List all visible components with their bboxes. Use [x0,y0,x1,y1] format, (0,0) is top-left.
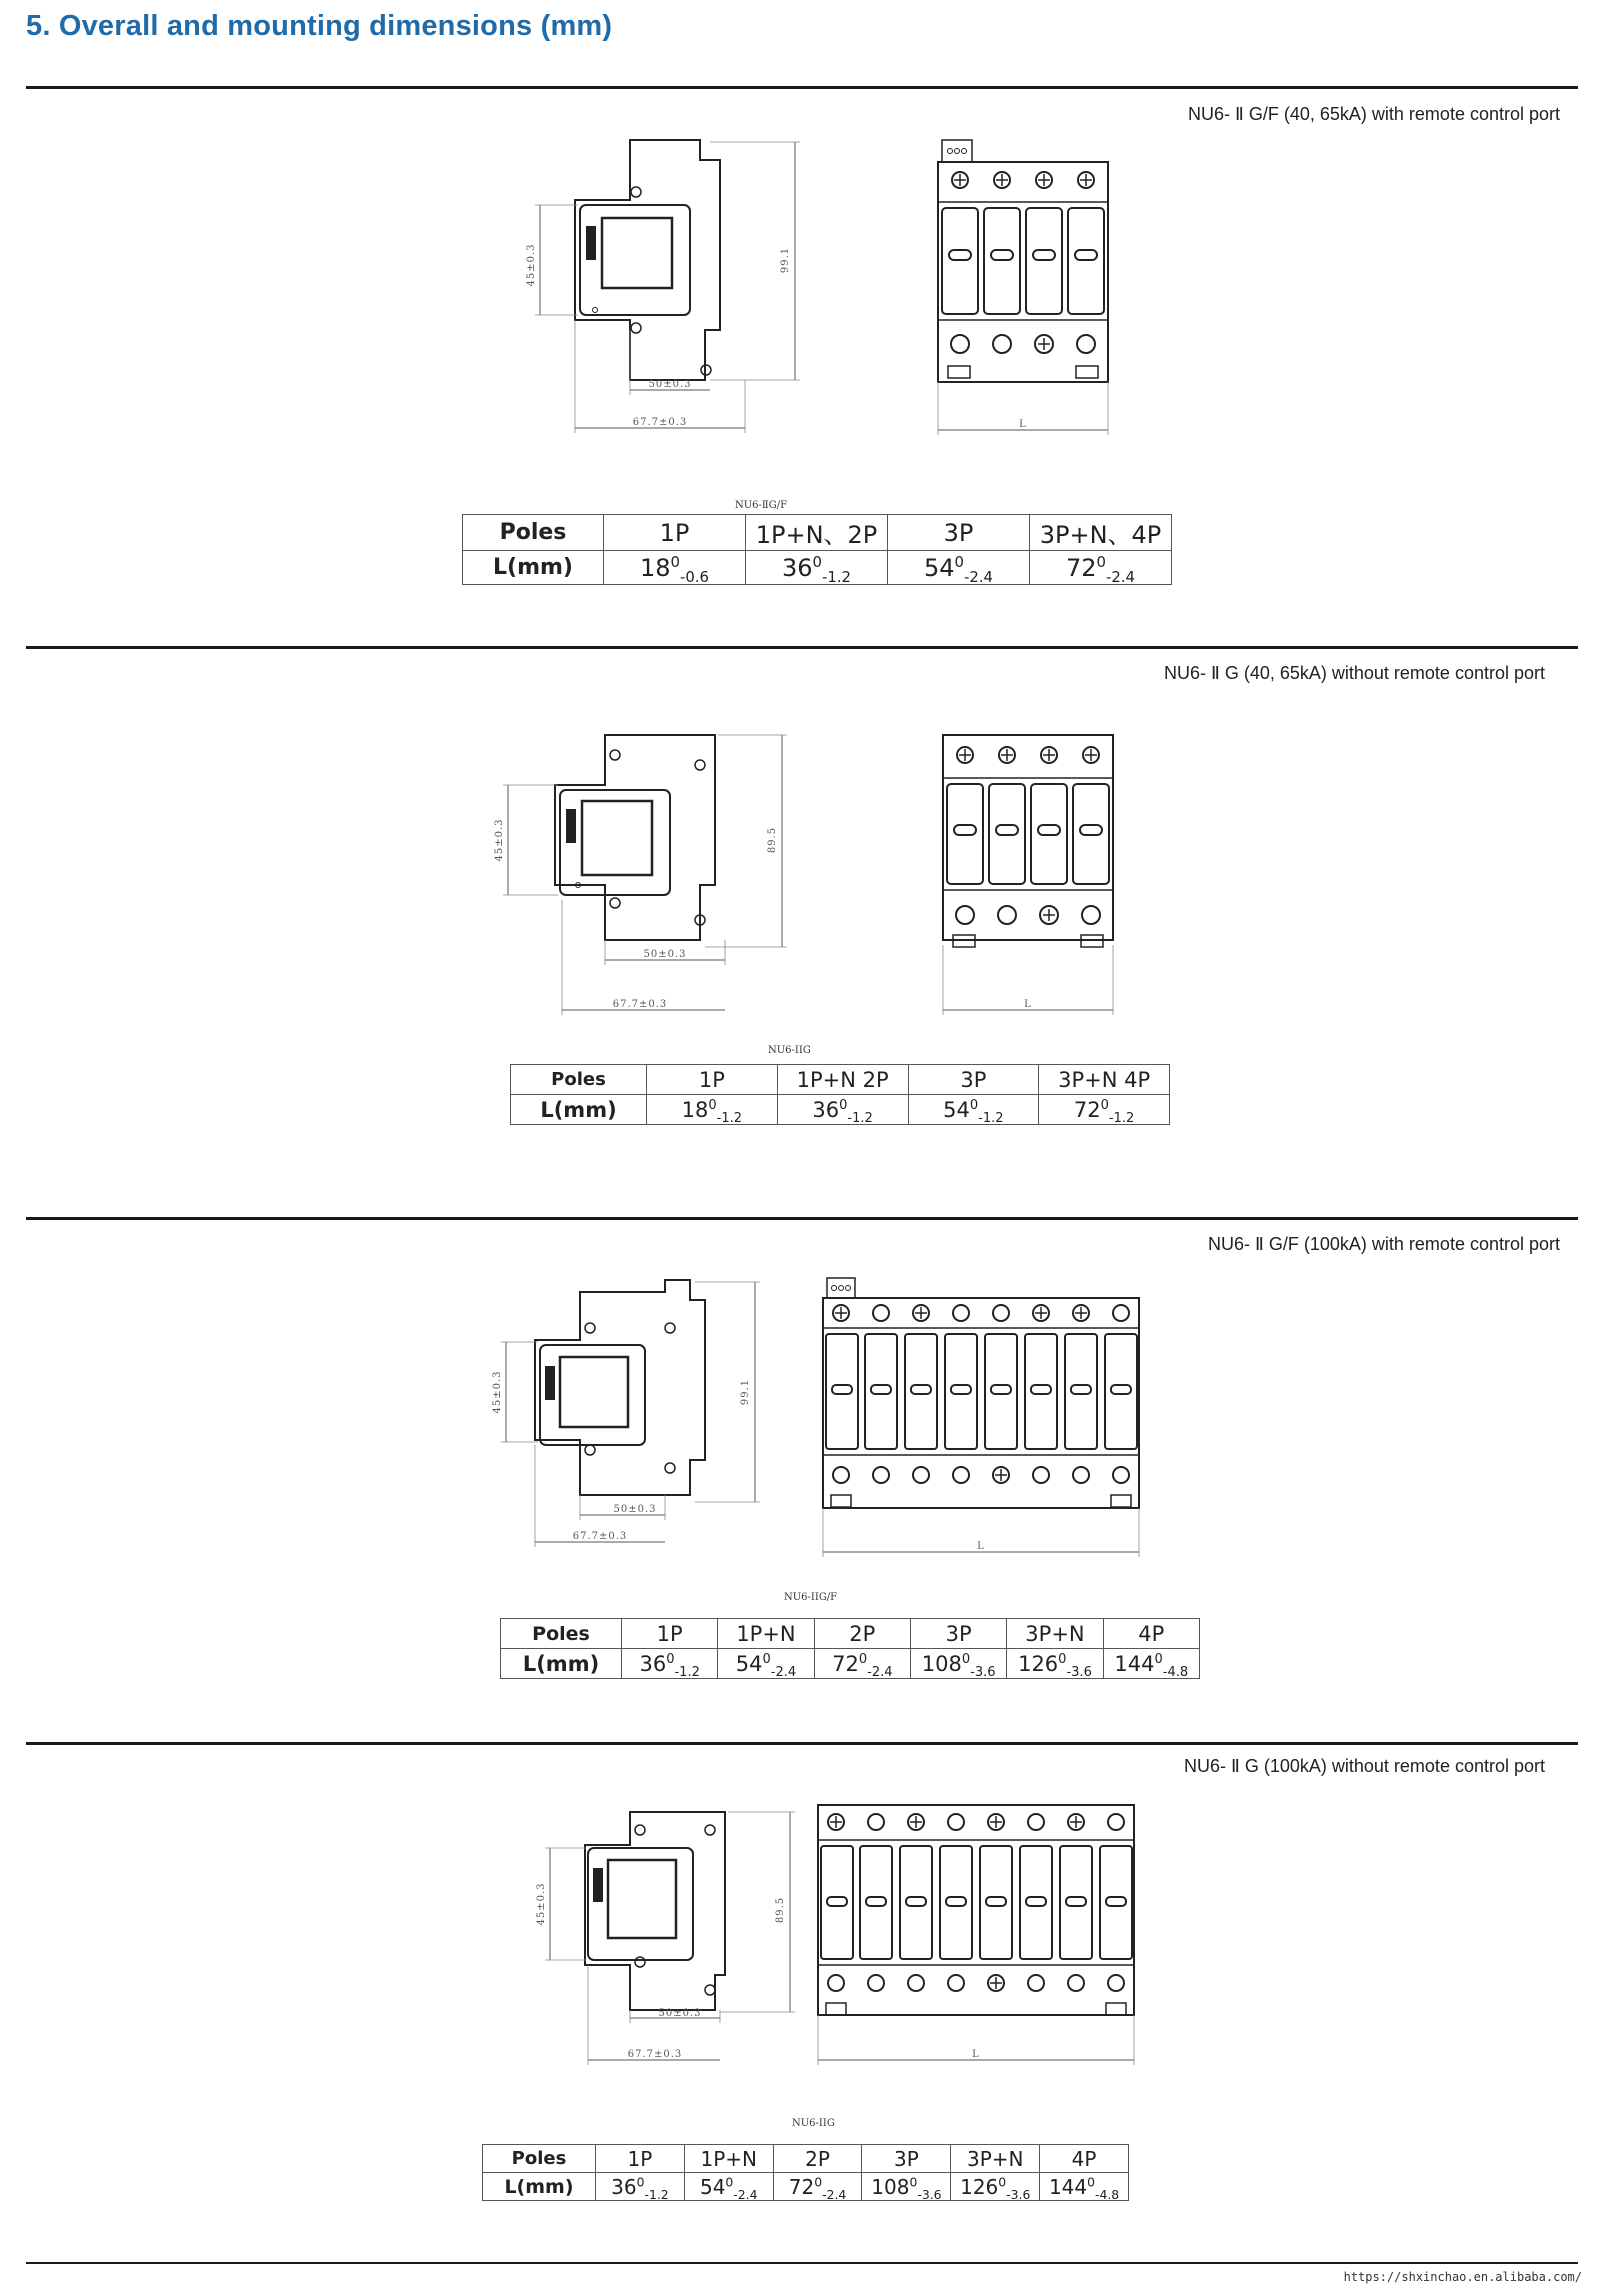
table-value: $72^0_{-2.4}$ [1030,551,1172,585]
dim-mount-width: 50±0.3 [613,1504,657,1515]
side-view-drawing [510,130,830,440]
table-pole: 4P [1103,1619,1199,1649]
dim-total-width: 67.7±0.3 [612,999,668,1010]
bottom-divider [26,2262,1578,2264]
table-pole: 1P+N [684,2145,773,2173]
table-pole: 1P [647,1065,778,1095]
table-pole: 3P [862,2145,951,2173]
front-view-drawing [815,1270,1145,1560]
table-value: $126^0_{-3.6}$ [951,2173,1040,2201]
dim-length: L [972,2049,980,2060]
table-pole: 2P [814,1619,910,1649]
table-value: $144^0_{-4.8}$ [1040,2173,1129,2201]
table-pole: 3P [910,1619,1006,1649]
dimensions-table [462,514,1172,585]
table-value: $36^0_{-1.2}$ [622,1649,718,1679]
table-pole: 1P+N 2P [777,1065,908,1095]
section-caption: NU6- Ⅱ G (40, 65kA) without remote control port [1163,663,1545,683]
front-view-drawing [935,730,1135,1020]
table-caption: NU6-IIG/F [784,1592,838,1603]
table-value: $54^0_{-1.2}$ [908,1095,1039,1125]
dim-length: L [1024,999,1032,1010]
table-pole: 1P [622,1619,718,1649]
dim-height-left: 45±0.3 [526,243,537,287]
dim-height-left: 45±0.3 [536,1882,547,1926]
table-caption: NU6-IIG [792,2118,835,2129]
section-divider [26,1742,1578,1745]
dimensions-table [510,1064,1170,1125]
front-view-drawing [810,1800,1140,2070]
table-header-label: Poles [501,1619,622,1649]
table-value: $144^0_{-4.8}$ [1103,1649,1199,1679]
table-pole: 3P+N [1007,1619,1103,1649]
table-pole: 3P+N、4P [1030,515,1172,551]
section-divider [26,1217,1578,1220]
table-value-label: L(mm) [501,1649,622,1679]
table-value: $108^0_{-3.6}$ [862,2173,951,2201]
table-value-label: L(mm) [483,2173,596,2201]
table-value: $54^0_{-2.4}$ [888,551,1030,585]
dim-total-width: 67.7±0.3 [627,2049,683,2060]
table-pole: 3P [888,515,1030,551]
table-value-label: L(mm) [463,551,604,585]
dim-height-right: 99.1 [780,246,791,274]
table-pole: 1P+N [718,1619,814,1649]
table-value: $36^0_{-1.2}$ [777,1095,908,1125]
table-caption: NU6-IIG [768,1045,811,1056]
side-view-drawing [490,1270,780,1550]
dim-total-width: 67.7±0.3 [632,417,688,428]
dim-height-left: 45±0.3 [494,818,505,862]
front-view-drawing [930,130,1130,440]
dim-length: L [977,1541,985,1552]
side-view-drawing [490,725,810,1025]
dim-height-right: 99.1 [740,1378,751,1406]
dim-length: L [1019,419,1027,430]
dim-mount-width: 50±0.3 [643,949,687,960]
table-value: $54^0_{-2.4}$ [684,2173,773,2201]
table-pole: 3P+N [951,2145,1040,2173]
table-value-label: L(mm) [511,1095,647,1125]
section-caption: NU6- Ⅱ G (100kA) without remote control port [1184,1756,1545,1776]
table-pole: 1P+N、2P [746,515,888,551]
section-caption: NU6- Ⅱ G/F (100kA) with remote control port [1208,1234,1560,1254]
section-divider [26,646,1578,649]
table-pole: 1P [604,515,746,551]
table-caption: NU6-ⅡG/F [735,500,788,511]
table-value: $72^0_{-2.4}$ [773,2173,862,2201]
dim-height-left: 45±0.3 [492,1370,503,1414]
table-header-label: Poles [483,2145,596,2173]
table-pole: 2P [773,2145,862,2173]
dim-height-right: 89.5 [767,826,778,854]
table-value: $54^0_{-2.4}$ [718,1649,814,1679]
dimensions-table [482,2144,1129,2201]
table-value: $72^0_{-2.4}$ [814,1649,910,1679]
table-value: $108^0_{-3.6}$ [910,1649,1006,1679]
table-pole: 1P [596,2145,685,2173]
dim-total-width: 67.7±0.3 [572,1531,628,1542]
section-caption: NU6- Ⅱ G/F (40, 65kA) with remote control port [1188,104,1560,124]
dim-mount-width: 50±0.3 [648,379,692,390]
table-pole: 4P [1040,2145,1129,2173]
table-value: $18^0_{-1.2}$ [647,1095,778,1125]
footer-url: https://shxinchao.en.alibaba.com/ [1343,2270,1582,2284]
dimensions-table [500,1618,1200,1679]
table-value: $72^0_{-1.2}$ [1039,1095,1170,1125]
table-header-label: Poles [463,515,604,551]
table-value: $126^0_{-3.6}$ [1007,1649,1103,1679]
dim-height-right: 89.5 [775,1896,786,1924]
table-pole: 3P+N 4P [1039,1065,1170,1095]
table-value: $36^0_{-1.2}$ [596,2173,685,2201]
dim-mount-width: 50±0.3 [658,2008,702,2019]
side-view-drawing [520,1800,810,2070]
table-header-label: Poles [511,1065,647,1095]
page-title: 5. Overall and mounting dimensions (mm) [26,10,613,42]
table-value: $18^0_{-0.6}$ [604,551,746,585]
section-divider [26,86,1578,89]
table-pole: 3P [908,1065,1039,1095]
table-value: $36^0_{-1.2}$ [746,551,888,585]
